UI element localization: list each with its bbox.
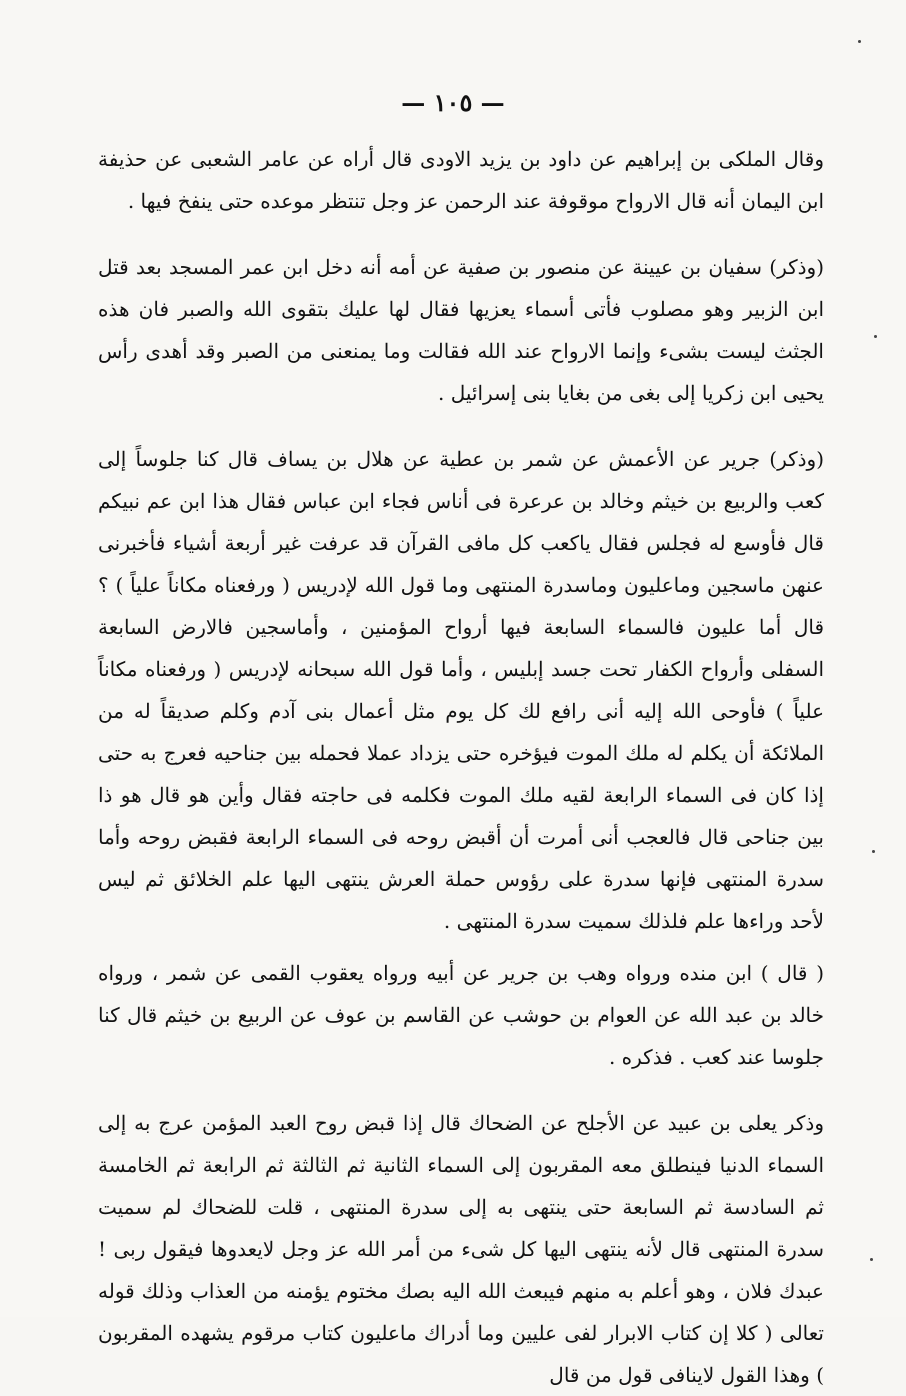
- paragraph-sufyan: (وذكر) سفيان بن عيينة عن منصور بن صفية عن أمه أنه دخل ابن عمر المسجد بعد قتل ابن الزبير وهو مصلوب فأتى أسماء يعزيها فقال لها عليك بتقوى الله والصبر فان هذه الجثث ليست بشىء وإنما الارواح عند الله فقالت وما يمنعنى من الصبر وقد أهدى رأس يحيى ابن زكريا إلى بغى من بغايا بنى إسرائيل .: [98, 255, 824, 405]
- paragraph-hudhayfa: وقال الملكى بن إبراهيم عن داود بن يزيد الاودى قال أراه عن عامر الشعبى عن حذيفة ابن اليمان أنه قال الارواح موقوفة عند الرحمن عز وجل تنتظر موعده حتى ينفخ فيها .: [98, 147, 824, 213]
- paragraph-jarir: (وذكر) جرير عن الأعمش عن شمر بن عطية عن هلال بن يساف قال كنا جلوساً إلى كعب والربيع بن خيثم وخالد بن عرعرة فى أناس فجاء ابن عباس فقال هذا ابن عم نبيكم قال فأوسع له فجلس فقال ياكعب كل مافى القرآن قد عرفت غير أربعة أشياء فأخبرنى عنهن ماسجين وماعليون وماسدرة المنتهى وما قول الله لإدريس ( ورفعناه مكاناً علياً ) ؟ قال أما عليون فالسماء السابعة فيها أرواح المؤمنين ، وأماسجين فالارض السابعة السفلى وأرواح الكفار تحت جسد إبليس ، وأما قول الله سبحانه لإدريس ( ورفعناه مكاناً علياً ) فأوحى الله إليه أنى رافع لك كل يوم مثل أعمال بنى آدم وكلم صديقاً له من الملائكة أن يكلم له ملك الموت فيؤخره حتى يزداد عملا فحمله بين جناحيه فعرج به حتى إذا كان فى السماء الرابعة لقيه ملك الموت فكلمه فى حاجته فقال وأين هو قال هو ذا بين جناحى قال فالعجب أنى أمرت أن أقبض روحه فى السماء الرابعة فقبض روحه وأما سدرة المنتهى فإنها سدرة على رؤوس حملة العرش ينتهى اليها علم الخلائق ثم ليس لأحد وراءها علم فلذلك سميت سدرة المنتهى .: [98, 447, 825, 933]
- page-body: [98, 138, 824, 1396]
- page-number: — ١٠٥ —: [401, 88, 505, 117]
- scan-speck: [858, 40, 861, 43]
- scan-speck: [874, 335, 877, 338]
- scan-speck: [870, 1258, 873, 1261]
- paragraph-yala: وذكر يعلى بن عبيد عن الأجلح عن الضحاك قال إذا قبض روح العبد المؤمن عرج به إلى السماء الدنيا فينطلق معه المقربون إلى السماء الثانية ثم الثالثة ثم الرابعة ثم الخامسة ثم السادسة ثم السابعة حتى ينتهى به إلى سدرة المنتهى ، قلت للضحاك لم سميت سدرة المنتهى قال لأنه ينتهى اليها كل شىء من أمر الله عز وجل لايعدوها فيقول ربى ! عبدك فلان ، وهو أعلم به منهم فيبعث الله اليه بصك مختوم يؤمنه من العذاب وذلك قوله تعالى ( كلا إن كتاب الابرار لفى عليين وما أدراك ماعليون كتاب مرقوم يشهده المقربون ) وهذا القول لاينافى قول من قال: [98, 1111, 825, 1387]
- scan-speck: [872, 850, 875, 853]
- paragraph-ibn-mandah: ( قال ) ابن منده ورواه وهب بن جرير عن أبيه ورواه يعقوب القمى عن شمر ، ورواه خالد بن عبد الله عن العوام بن حوشب عن القاسم بن عوف عن الربيع بن خيثم قال كنا جلوسا عند كعب . فذكره .: [98, 961, 824, 1069]
